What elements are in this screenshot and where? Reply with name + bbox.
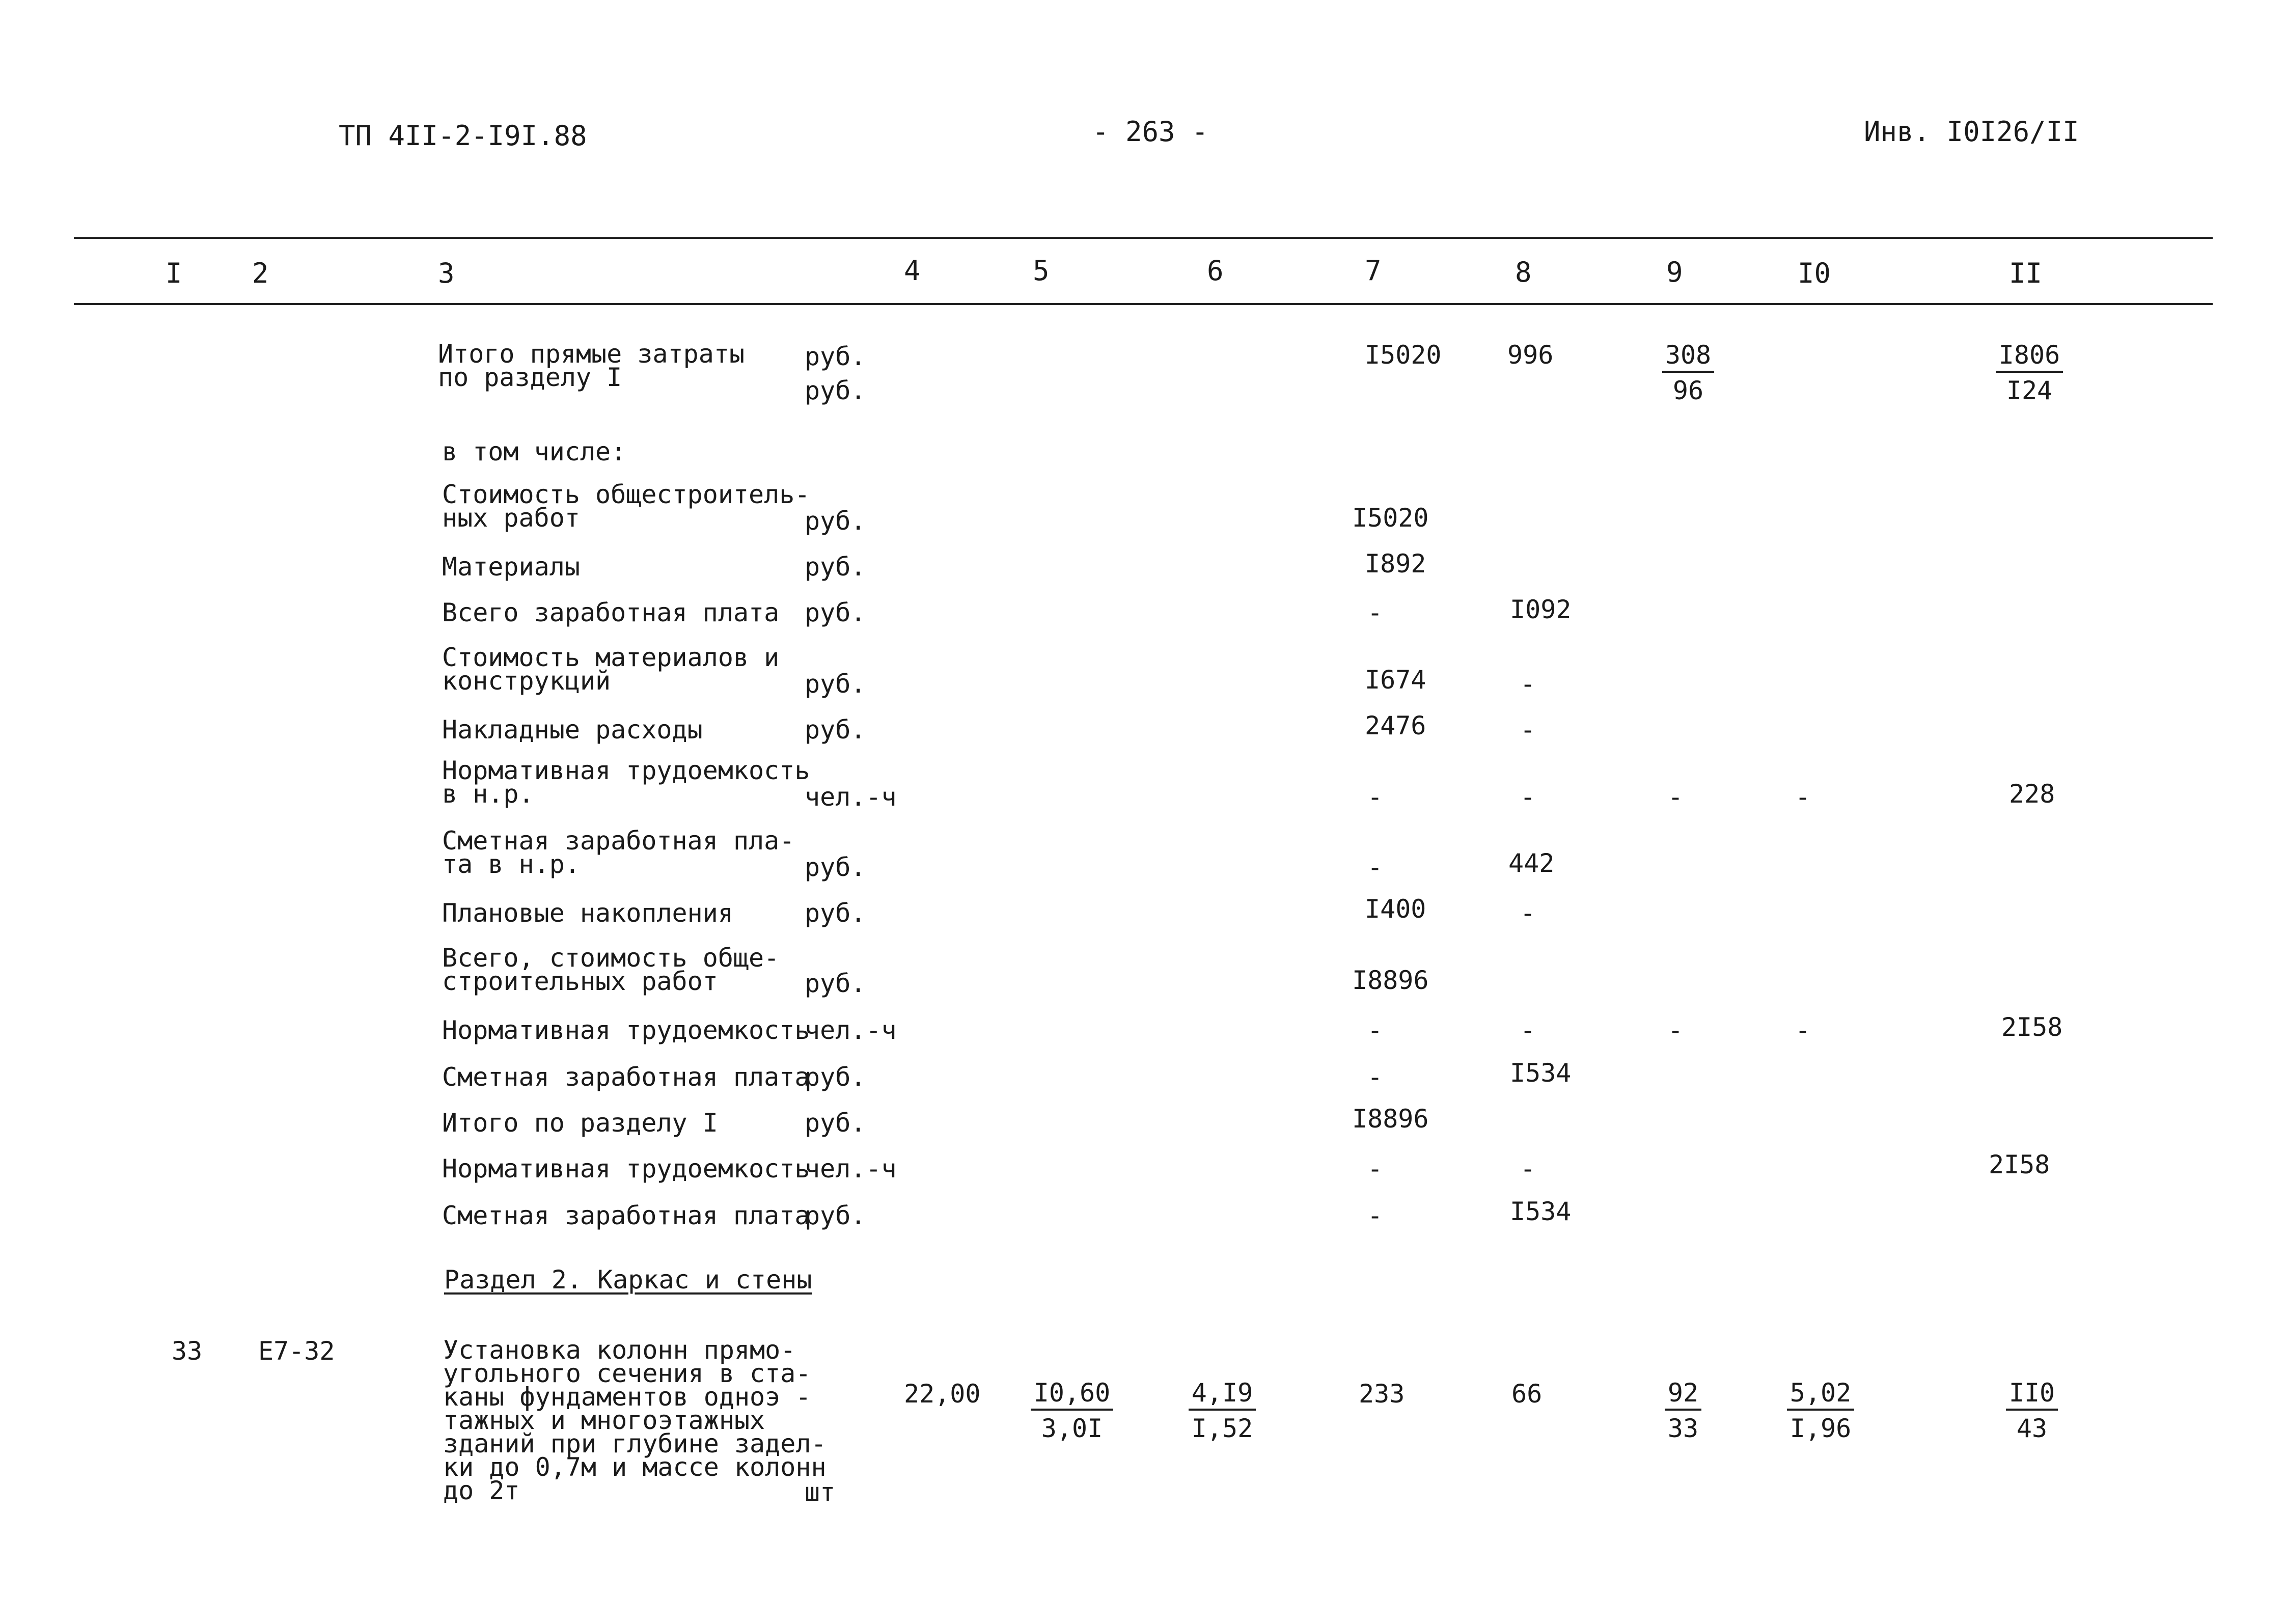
row-col8: - [1520,782,1536,812]
row-col8: - [1520,715,1536,745]
column-header-2: 2 [252,257,269,289]
item-number: 33 [172,1336,203,1366]
row-col7: - [1367,1062,1383,1092]
summary-label: Итого прямые затраты по разделу I [438,339,745,392]
row-col8: I534 [1510,1197,1572,1226]
column-header-8: 8 [1515,256,1532,288]
summary-col11-top: I806 [1996,342,2063,373]
row-col7: - [1367,1015,1383,1045]
column-header-11: II [2009,257,2043,289]
row-unit: руб. [805,598,866,627]
row-unit: руб. [805,715,866,745]
row-label: Сметная заработная пла- та в н.р. [442,826,795,879]
row-unit: чел.-ч [805,1015,897,1045]
item-col11-bottom: 43 [2016,1414,2048,1443]
row-col7: I400 [1365,894,1426,924]
page-number: - 263 - [1092,116,1208,148]
item-col7: 233 [1359,1379,1405,1409]
item-code: Е7-32 [258,1336,335,1366]
row-unit: чел.-ч [805,1154,897,1183]
including-label: в том числе: [442,437,626,466]
row-unit: чел.-ч [805,782,897,812]
row-col7: I674 [1365,665,1426,695]
row-col8: I534 [1510,1058,1572,1088]
summary-unit-bottom: руб. [805,376,866,405]
row-unit: руб. [805,1108,866,1138]
summary-col11-bottom: I24 [2006,376,2053,405]
column-header-9: 9 [1666,256,1683,288]
row-col7: - [1367,598,1383,627]
row-col9: - [1667,1015,1684,1045]
row-label: Накладные расходы [442,715,703,745]
summary-col8: 996 [1507,340,1554,370]
row-col7: I5020 [1352,503,1429,533]
summary-col11-fraction [1978,342,2080,403]
item-col8: 66 [1511,1379,1543,1409]
row-unit: руб. [805,552,866,582]
row-col7: - [1367,782,1383,812]
item-col9-fraction [1632,1380,1734,1441]
row-col8: - [1520,1015,1536,1045]
row-unit: руб. [805,669,866,699]
row-label: Всего заработная плата [442,598,780,627]
item-col4: 22,00 [904,1379,981,1409]
row-label: Сметная заработная плата [442,1062,810,1092]
row-col7: I8896 [1352,966,1429,995]
summary-unit-top: руб. [805,342,866,371]
item-col10-fraction [1770,1380,1871,1441]
item-description: Установка колонн прямо- угольного сечения в ста- каны фундаментов одноэ - тажных и многоэтажных зданий при глубине задел- ки до 0,7м и массе колонн до 2т [443,1335,827,1505]
summary-col9-bottom: 96 [1672,376,1704,405]
item-col10-bottom: I,96 [1790,1414,1852,1443]
row-col11: 2I58 [1989,1150,2050,1179]
section-title: Раздел 2. Каркас и стены [444,1265,812,1295]
item-col6-fraction [1171,1380,1273,1441]
row-label: Материалы [442,552,580,582]
row-col7: - [1367,852,1383,882]
column-header-3: 3 [438,257,455,289]
row-label: Итого по разделу I [442,1108,718,1138]
item-unit: шт [805,1477,836,1507]
column-header-10: I0 [1798,257,1831,289]
row-label: Плановые накопления [442,898,733,928]
column-header-5: 5 [1033,255,1050,287]
row-unit: руб. [805,1201,866,1230]
row-col10: - [1795,782,1811,812]
row-col7: - [1367,1154,1383,1183]
row-col8: 442 [1508,848,1555,878]
item-col6-top: 4,I9 [1189,1380,1256,1411]
row-label: Нормативная трудоемкость [442,1154,810,1183]
inventory-number: Инв. I0I26/II [1864,116,2079,148]
row-col7: I892 [1365,549,1426,579]
item-col11-fraction [1981,1380,2083,1441]
row-label: Всего, стоимость обще- строительных работ [442,943,780,996]
item-col10-top: 5,02 [1787,1380,1854,1411]
row-col7: 2476 [1365,711,1426,740]
row-col8: - [1520,898,1536,928]
column-header-1: I [166,257,182,289]
item-col11-top: II0 [2006,1380,2058,1411]
row-unit: руб. [805,898,866,928]
summary-col9-top: 308 [1662,342,1714,373]
row-label: Стоимость общестроитель- ных работ [442,480,810,533]
header-bottom-rule [74,303,2213,305]
row-unit: руб. [805,1062,866,1092]
item-col5-fraction [1021,1380,1123,1441]
row-col8: I092 [1510,595,1572,624]
row-col10: - [1795,1015,1811,1045]
item-col6-bottom: I,52 [1191,1414,1253,1443]
item-col5-bottom: 3,0I [1041,1414,1103,1443]
row-col11: 2I58 [2001,1012,2063,1042]
row-col7: I8896 [1352,1104,1429,1134]
row-col8: - [1520,669,1536,699]
row-label: Нормативная трудоемкость [442,1015,810,1045]
item-col5-top: I0,60 [1031,1380,1114,1411]
row-unit: руб. [805,852,866,882]
row-label: Нормативная трудоемкость в н.р. [442,756,810,809]
row-col7: - [1367,1201,1383,1230]
doc-code: ТП 4II-2-I9I.88 [339,120,587,152]
row-unit: руб. [805,969,866,998]
table-top-rule [74,237,2213,239]
row-label: Стоимость материалов и конструкций [442,643,780,696]
item-col9-bottom: 33 [1667,1414,1699,1443]
row-col8: - [1520,1154,1536,1183]
summary-col9-fraction [1637,342,1739,403]
column-header-6: 6 [1207,255,1224,287]
column-header-7: 7 [1365,255,1382,287]
row-label: Сметная заработная плата [442,1201,810,1230]
row-col11: 228 [2009,779,2055,809]
item-col9-top: 92 [1665,1380,1701,1411]
column-header-4: 4 [904,255,921,287]
row-col9: - [1667,782,1684,812]
summary-col7: I5020 [1365,340,1442,370]
row-unit: руб. [805,506,866,536]
